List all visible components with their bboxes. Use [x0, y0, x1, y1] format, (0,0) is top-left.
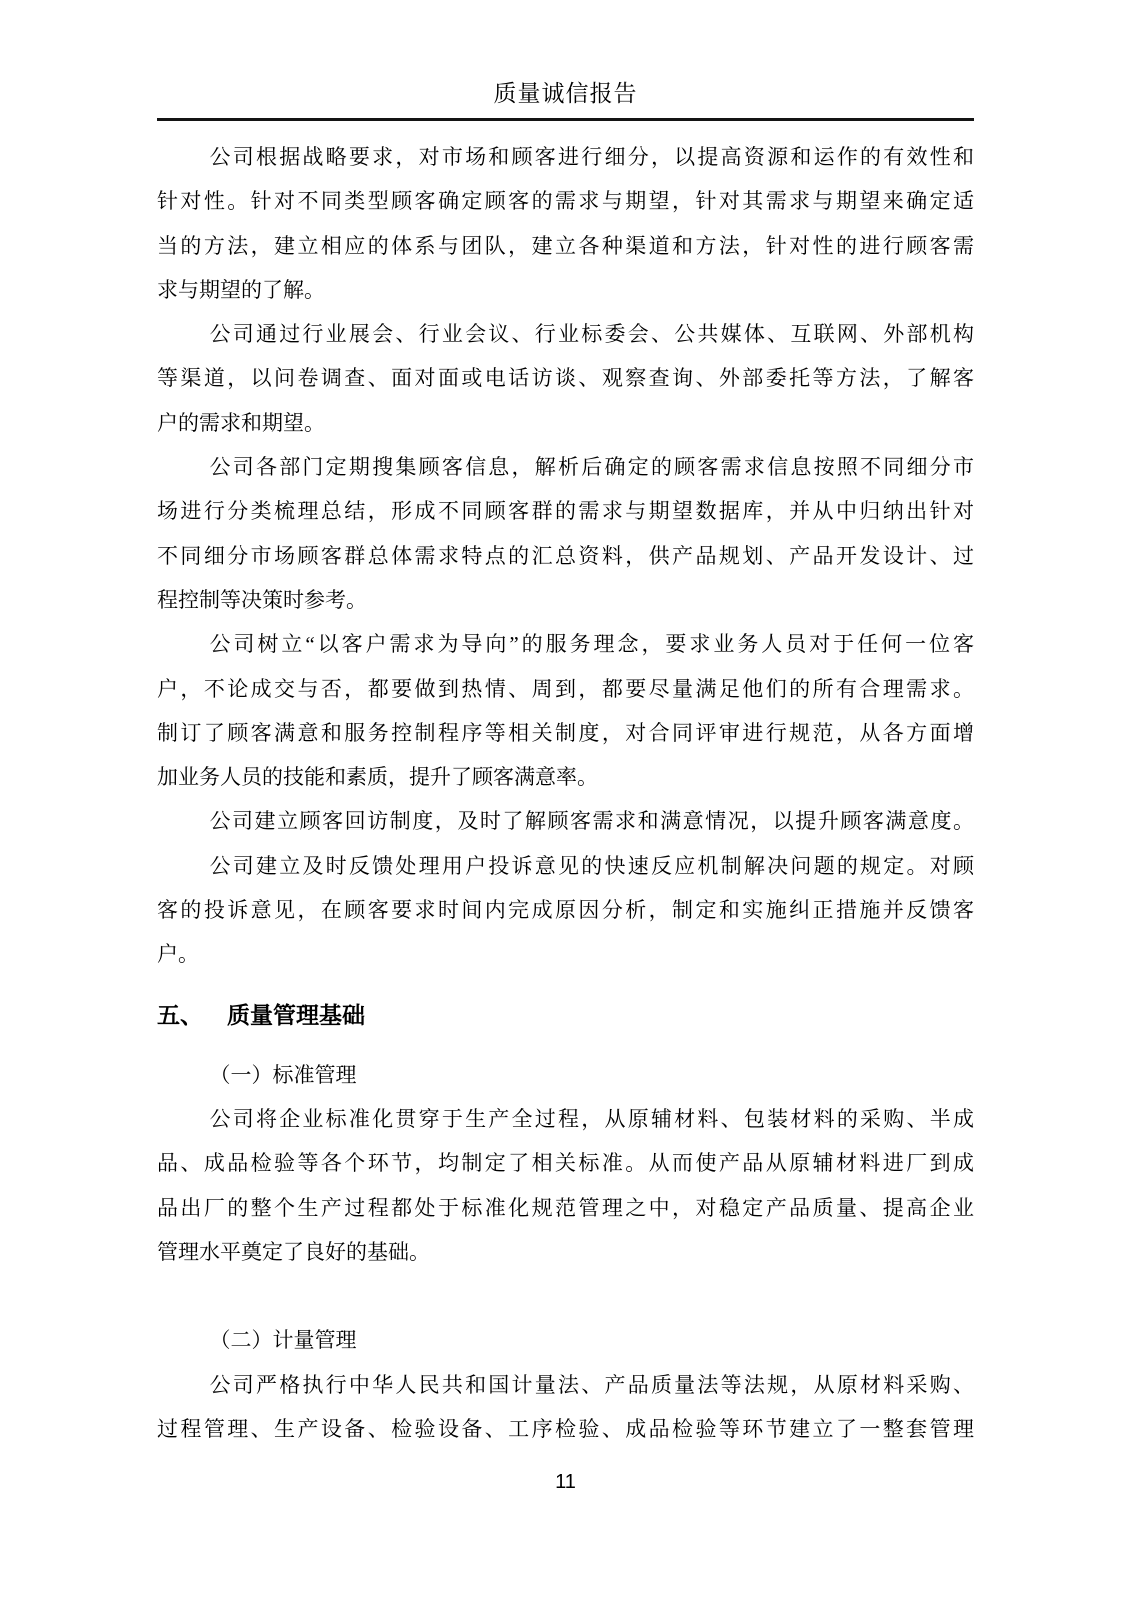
paragraph-line: 公司通过行业展会、行业会议、行业标委会、公共媒体、互联网、外部机构: [209, 322, 974, 347]
paragraph-line: 管理水平奠定了良好的基础。: [157, 1239, 430, 1264]
paragraph: [157, 622, 974, 799]
page-footer: [0, 1467, 1131, 1497]
paragraph-line: 品出厂的整个生产过程都处于标准化规范管理之中，对稳定产品质量、提高企业: [157, 1195, 974, 1220]
paragraph-line: 求与期望的了解。: [157, 277, 325, 302]
paragraph-line: 户，不论成交与否，都要做到热情、周到，都要尽量满足他们的所有合理需求。: [157, 676, 974, 701]
paragraph: [157, 312, 974, 445]
paragraph-line: 不同细分市场顾客群总体需求特点的汇总资料，供产品规划、产品开发设计、过: [157, 543, 974, 568]
paragraph-line: 公司各部门定期搜集顾客信息，解析后确定的顾客需求信息按照不同细分市: [209, 455, 974, 480]
blank-line: [157, 1274, 974, 1318]
paragraph: [157, 1363, 974, 1452]
paragraph-line: 公司将企业标准化贯穿于生产全过程，从原辅材料、包装材料的采购、半成: [209, 1106, 974, 1131]
paragraph-line: 程控制等决策时参考。: [157, 587, 367, 612]
paragraph-line: 公司建立及时反馈处理用户投诉意见的快速反应机制解决问题的规定。对顾: [209, 853, 974, 878]
paragraph-line: 户。: [157, 942, 199, 967]
paragraph: [157, 844, 974, 977]
paragraph-line: 加业务人员的技能和素质，提升了顾客满意率。: [157, 765, 598, 790]
paragraph-line: 公司建立顾客回访制度，及时了解顾客需求和满意情况，以提升顾客满意度。: [209, 809, 974, 834]
paragraph-line: 公司树立“以客户需求为导向”的服务理念，要求业务人员对于任何一位客: [209, 632, 974, 657]
page-number: 11: [555, 1471, 576, 1494]
paragraph-line: 户的需求和期望。: [157, 410, 325, 435]
paragraph-line: 公司根据战略要求，对市场和顾客进行细分，以提高资源和运作的有效性和: [209, 145, 974, 169]
paragraph-line: 过程管理、生产设备、检验设备、工序检验、成品检验等环节建立了一整套管理: [157, 1417, 974, 1442]
paragraph: [157, 135, 974, 312]
paragraph-line: 品、成品检验等各个环节，均制定了相关标准。从而使产品从原辅材料进厂到成: [157, 1151, 974, 1176]
section-heading: [157, 993, 974, 1039]
paragraph-line: 等渠道，以问卷调查、面对面或电话访谈、观察查询、外部委托等方法，了解客: [157, 366, 974, 391]
paragraph-line: 当的方法，建立相应的体系与团队，建立各种渠道和方法，针对性的进行顾客需: [157, 233, 974, 258]
paragraph: [157, 799, 974, 843]
paragraph-line: 客的投诉意见，在顾客要求时间内完成原因分析，制定和实施纠正措施并反馈客: [157, 898, 974, 923]
document-body: [157, 135, 974, 1451]
subsection-heading: （二）计量管理: [209, 1328, 357, 1353]
section-title: 质量管理基础: [227, 1002, 365, 1028]
document-header-title: 质量诚信报告: [493, 81, 638, 106]
paragraph-line: 制订了顾客满意和服务控制程序等相关制度，对合同评审进行规范，从各方面增: [157, 720, 974, 745]
paragraph: [157, 445, 974, 622]
section-number: 五、: [157, 1002, 203, 1028]
paragraph-line: 公司严格执行中华人民共和国计量法、产品质量法等法规，从原材料采购、: [209, 1372, 974, 1397]
page-header: [0, 0, 1131, 121]
paragraph-line: 场进行分类梳理总结，形成不同顾客群的需求与期望数据库，并从中归纳出针对: [157, 499, 974, 524]
paragraph: [157, 1097, 974, 1274]
subsection-heading: （一）标准管理: [209, 1062, 357, 1087]
paragraph-line: 针对性。针对不同类型顾客确定顾客的需求与期望，针对其需求与期望来确定适: [157, 189, 974, 214]
header-divider: [157, 118, 974, 121]
